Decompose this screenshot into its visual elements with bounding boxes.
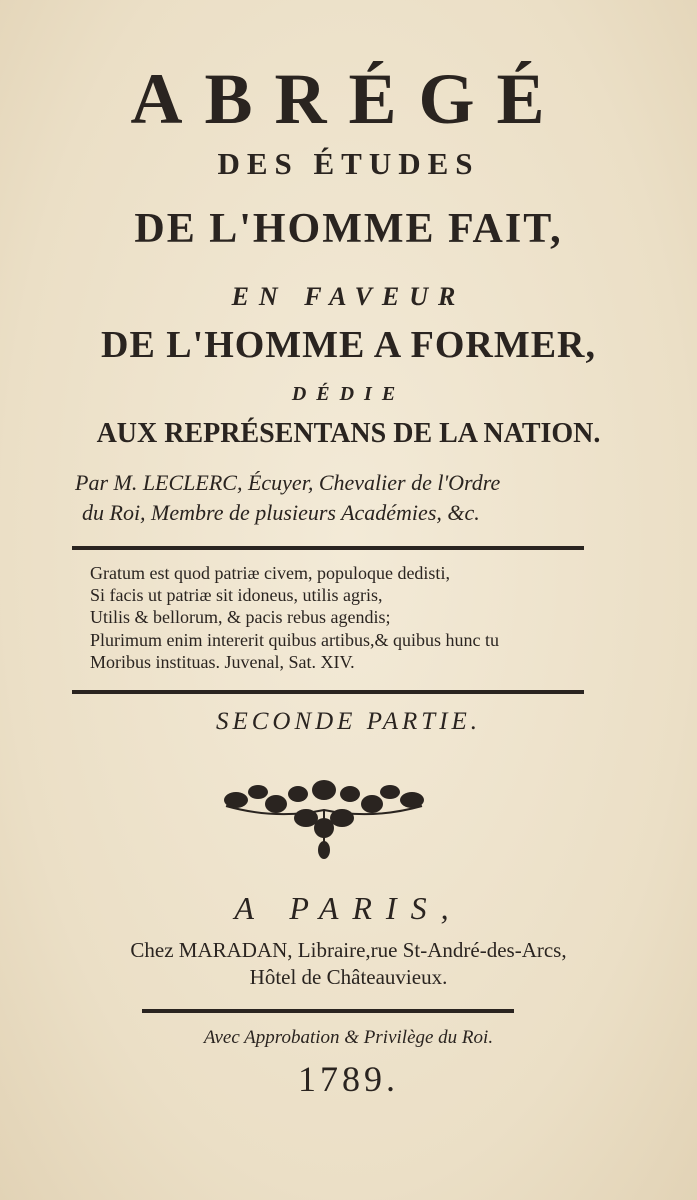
publisher-line-2: Hôtel de Châteauvieux. xyxy=(249,965,448,989)
author-line-2: du Roi, Membre de plusieurs Académies, &c. xyxy=(82,500,480,525)
author-line-1: Par M. LECLERC, Écuyer, Chevalier de l'Ordre xyxy=(75,470,501,495)
dedication-recipient: AUX REPRÉSENTANS DE LA NATION. xyxy=(96,418,601,449)
divider-rule xyxy=(72,690,584,694)
divider-rule xyxy=(72,546,584,550)
subtitle-line-3: EN FAVEUR xyxy=(231,282,466,311)
epigraph-line: Utilis & bellorum, & pacis rebus agendis; xyxy=(90,607,391,627)
epigraph-line: Gratum est quod patriæ civem, populoque dedisti, xyxy=(90,563,450,583)
dedication-label: DÉDIE xyxy=(291,383,406,405)
epigraph-line: Si facis ut patriæ sit idoneus, utilis agris, xyxy=(90,585,383,605)
divider-rule xyxy=(142,1009,514,1013)
subtitle-line-2: DE L'HOMME FAIT, xyxy=(134,206,563,252)
subtitle-line-1: DES ÉTUDES xyxy=(217,146,480,181)
part-label: SECONDE PARTIE. xyxy=(215,708,482,735)
place-of-publication: A PARIS, xyxy=(234,890,463,926)
publisher-line-1: Chez MARADAN, Libraire,rue St-André-des-Arcs, xyxy=(130,938,567,962)
epigraph-line: Moribus instituas. Juvenal, Sat. XIV. xyxy=(90,652,355,672)
epigraph-line: Plurimum enim intererit quibus artibus,& quibus hunc tu xyxy=(90,630,499,650)
subtitle-line-4: DE L'HOMME A FORMER, xyxy=(101,324,596,366)
book-title: ABRÉGÉ xyxy=(130,59,567,139)
publication-year: 1789. xyxy=(298,1059,399,1099)
floral-ornament-icon xyxy=(216,770,432,862)
privilege-line: Avec Approbation & Privilège du Roi. xyxy=(203,1027,494,1048)
